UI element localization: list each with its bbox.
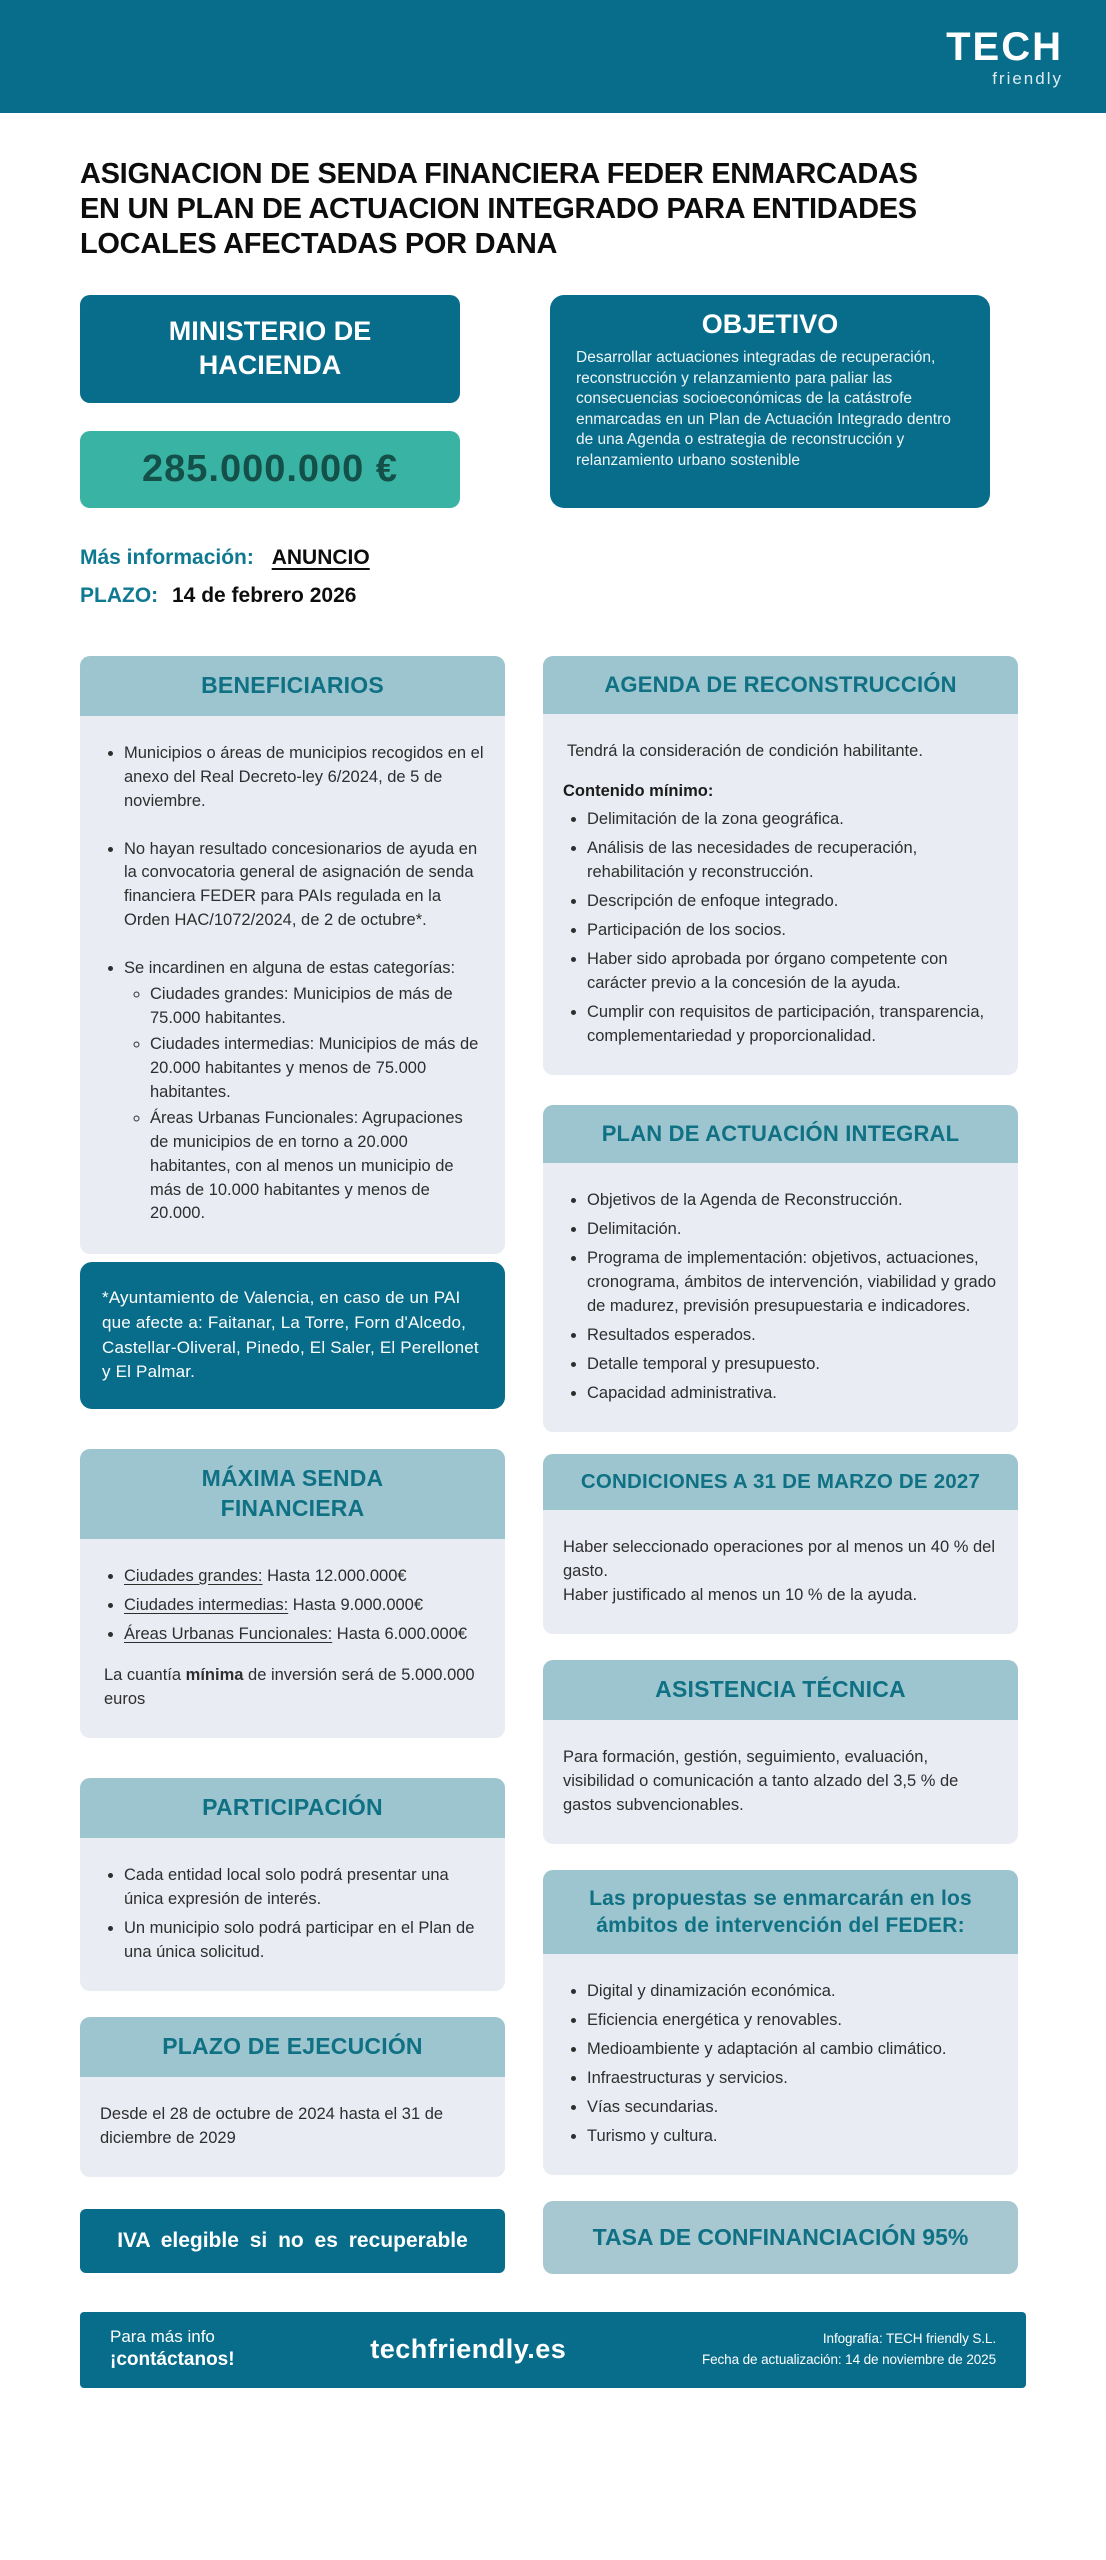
page-title-line-1: ASIGNACION DE SENDA FINANCIERA FEDER ENMARCADAS bbox=[80, 158, 918, 190]
list-item: • Objetivos de la Agenda de Reconstrucción. bbox=[587, 1189, 998, 1213]
list-item: • Capacidad administrativa. bbox=[587, 1382, 998, 1406]
min-note-pre: La cuantía bbox=[104, 1666, 186, 1685]
list-item: • Turismo y cultura. bbox=[587, 2125, 998, 2149]
list-item: • Vías secundarias. bbox=[587, 2096, 998, 2120]
feder-ambitos-body bbox=[543, 1954, 1018, 2175]
left-column bbox=[80, 656, 505, 2273]
more-info-label: Más información: bbox=[80, 545, 254, 569]
tasa-banner: TASA DE CONFINANCIACIÓN 95% bbox=[543, 2201, 1018, 2274]
list-item: • Resultados esperados. bbox=[587, 1324, 998, 1348]
plan-integral-header: PLAN DE ACTUACIÓN INTEGRAL bbox=[543, 1105, 1018, 1164]
content-area bbox=[0, 157, 1106, 2274]
top-band bbox=[0, 0, 1106, 113]
footer-updated-value: 14 de noviembre de 2025 bbox=[845, 2351, 996, 2367]
maxima-senda-body bbox=[80, 1539, 505, 1739]
footer-contact[interactable] bbox=[110, 2326, 235, 2373]
condiciones-line: Haber justificado al menos un 10 % de la ayuda. bbox=[563, 1586, 918, 1605]
list-item: • Descripción de enfoque integrado. bbox=[587, 890, 998, 914]
min-investment-note bbox=[100, 1664, 485, 1712]
footer-site-link[interactable]: techfriendly.es bbox=[370, 2334, 567, 2365]
page-title bbox=[80, 157, 1026, 261]
maxima-list bbox=[100, 1565, 485, 1647]
list-item bbox=[124, 1565, 485, 1589]
footer-updated-label: Fecha de actualización: bbox=[701, 2351, 842, 2367]
plazo-ejecucion-text: Desde el 28 de octubre de 2024 hasta el 31 de diciembre de 2029 bbox=[100, 2104, 444, 2147]
brand-logo bbox=[946, 24, 1063, 88]
plazo-ejecucion-header: PLAZO DE EJECUCIÓN bbox=[80, 2017, 505, 2077]
maxima-header-line-1: MÁXIMA SENDA bbox=[201, 1464, 384, 1491]
list-item bbox=[124, 957, 485, 1226]
asistencia-body bbox=[543, 1720, 1018, 1844]
footer-credit: Infografía: TECH friendly S.L. bbox=[822, 2330, 996, 2346]
agenda-body bbox=[543, 714, 1018, 1074]
intro-left-column bbox=[80, 295, 460, 608]
sub-list-item: ◦ Áreas Urbanas Funcionales: Agrupaciones de municipios de en torno a 20.000 habitantes, con al menos un municipio de más de 10.000 habitantes y menos de 20.000. bbox=[150, 1107, 485, 1227]
list-item: • Participación de los socios. bbox=[587, 919, 998, 943]
deadline-value: 14 de febrero 2026 bbox=[172, 583, 357, 607]
list-item-lead: Ciudades intermedias: bbox=[124, 1595, 289, 1614]
announcement-link[interactable]: ANUNCIO bbox=[271, 545, 370, 569]
min-note-post: de inversión será de 5.000.000 euros bbox=[104, 1666, 475, 1709]
min-note-bold: mínima bbox=[185, 1666, 244, 1685]
list-item: • Cada entidad local solo podrá presentar una única expresión de interés. bbox=[124, 1864, 485, 1912]
beneficiarios-list bbox=[100, 742, 485, 1227]
list-item: • Eficiencia energética y renovables. bbox=[587, 2009, 998, 2033]
section-beneficiarios bbox=[80, 656, 505, 1254]
section-feder-ambitos bbox=[543, 1870, 1018, 2175]
amount-box bbox=[80, 431, 460, 508]
amount-value: 285.000.000 € bbox=[141, 447, 398, 490]
sub-list-item: ◦ Ciudades intermedias: Municipios de más de 20.000 habitantes y menos de 75.000 habitantes. bbox=[150, 1033, 485, 1105]
list-item: • Cumplir con requisitos de participación, transparencia, complementariedad y proporcionalidad. bbox=[587, 1001, 998, 1049]
brand-logo-text: TECH bbox=[946, 24, 1063, 69]
deadline-row bbox=[80, 584, 460, 608]
maxima-header-line-2: FINANCIERA bbox=[220, 1494, 365, 1521]
beneficiarios-body bbox=[80, 716, 505, 1255]
list-item: • Un municipio solo podrá participar en el Plan de una única solicitud. bbox=[124, 1917, 485, 1965]
brand-logo-subtext: friendly bbox=[992, 68, 1063, 88]
list-item: • No hayan resultado concesionarios de ayuda en la convocatoria general de asignación de senda financiera FEDER para PAIs regulada en la Orden HAC/1072/2024, de 2 de octubre*. bbox=[124, 838, 485, 934]
list-item: • Delimitación. bbox=[587, 1218, 998, 1242]
right-column bbox=[543, 656, 1018, 2274]
page-title-line-2: EN UN PLAN DE ACTUACION INTEGRADO PARA ENTIDADES bbox=[80, 192, 917, 225]
objective-body: Desarrollar actuaciones integradas de recuperación, reconstrucción y relanzamiento para paliar las consecuencias socioeconómicas de la catástrofe enmarcadas en un Plan de Actuación Integrado dentro de una Agenda o estrategia de reconstrucción y relanzamiento urbano sostenible bbox=[576, 349, 951, 469]
list-item: • Programa de implementación: objetivos, actuaciones, cronograma, ámbitos de intervención, viabilidad y grado de madurez, previsión presupuestaria e indicadores. bbox=[587, 1247, 998, 1319]
list-item: • Digital y dinamización económica. bbox=[587, 1980, 998, 2004]
ministry-box bbox=[80, 295, 460, 403]
section-maxima-senda bbox=[80, 1449, 505, 1738]
valencia-note: *Ayuntamiento de Valencia, en caso de un PAI que afecte a: Faitanar, La Torre, Forn d'Alcedo, Castellar-Oliveral, Pinedo, El Saler, El Perellonet y El Palmar. bbox=[80, 1262, 505, 1409]
ministry-label: MINISTERIO DE HACIENDA bbox=[168, 316, 372, 381]
sections-grid bbox=[80, 656, 1026, 2274]
list-item-lead: Áreas Urbanas Funcionales: bbox=[124, 1624, 333, 1643]
plan-list bbox=[563, 1189, 998, 1405]
iva-banner: IVA elegible si no es recuperable bbox=[80, 2209, 505, 2273]
list-item: • Haber sido aprobada por órgano competente con carácter previo a la concesión de la ayuda. bbox=[587, 948, 998, 996]
asistencia-text: Para formación, gestión, seguimiento, evaluación, visibilidad o comunicación a tanto alzado del 3,5 % de gastos subvencionables. bbox=[563, 1747, 959, 1814]
section-asistencia bbox=[543, 1660, 1018, 1844]
list-item: • Análisis de las necesidades de recuperación, rehabilitación y reconstrucción. bbox=[587, 837, 998, 885]
objective-box bbox=[550, 295, 990, 508]
list-item-rest: Hasta 12.000.000€ bbox=[262, 1566, 407, 1585]
participacion-list bbox=[100, 1864, 485, 1965]
section-plan-integral bbox=[543, 1105, 1018, 1432]
list-item: • Infraestructuras y servicios. bbox=[587, 2067, 998, 2091]
more-info-row bbox=[80, 546, 460, 570]
list-item: • Medioambiente y adaptación al cambio climático. bbox=[587, 2038, 998, 2062]
beneficiarios-sublist bbox=[124, 983, 485, 1226]
section-agenda bbox=[543, 656, 1018, 1075]
section-participacion bbox=[80, 1778, 505, 1991]
list-item-lead: Ciudades grandes: bbox=[124, 1566, 263, 1585]
intro-grid bbox=[80, 295, 1026, 608]
footer-bar bbox=[80, 2312, 1026, 2388]
list-item-rest: Hasta 6.000.000€ bbox=[332, 1624, 468, 1643]
beneficiarios-header: BENEFICIARIOS bbox=[80, 656, 505, 716]
section-plazo-ejecucion bbox=[80, 2017, 505, 2177]
participacion-header: PARTICIPACIÓN bbox=[80, 1778, 505, 1838]
condiciones-body bbox=[543, 1510, 1018, 1634]
footer-contact-line-1: Para más info bbox=[110, 2327, 215, 2347]
list-item-rest: Hasta 9.000.000€ bbox=[288, 1595, 424, 1614]
list-item bbox=[124, 1623, 485, 1647]
list-item-text: Se incardinen en alguna de estas categorías: bbox=[124, 959, 456, 978]
agenda-contenido-label: Contenido mínimo: bbox=[563, 782, 714, 801]
agenda-intro: Tendrá la consideración de condición habilitante. bbox=[567, 742, 923, 761]
condiciones-line: Haber seleccionado operaciones por al menos un 40 % del gasto. bbox=[563, 1538, 996, 1581]
section-condiciones bbox=[543, 1454, 1018, 1634]
deadline-label: PLAZO: bbox=[80, 583, 159, 607]
plan-integral-body bbox=[543, 1163, 1018, 1431]
list-item: • Municipios o áreas de municipios recogidos en el anexo del Real Decreto-ley 6/2024, de 5 de noviembre. bbox=[124, 742, 485, 814]
maxima-senda-header bbox=[80, 1449, 505, 1539]
asistencia-header: ASISTENCIA TÉCNICA bbox=[543, 1660, 1018, 1720]
agenda-header: AGENDA DE RECONSTRUCCIÓN bbox=[543, 656, 1018, 715]
footer-meta bbox=[702, 2329, 996, 2371]
plazo-ejecucion-body bbox=[80, 2077, 505, 2177]
participacion-body bbox=[80, 1838, 505, 1991]
condiciones-header: CONDICIONES A 31 DE MARZO DE 2027 bbox=[543, 1454, 1018, 1511]
feder-ambitos-header: Las propuestas se enmarcarán en los ámbitos de intervención del FEDER: bbox=[543, 1870, 1018, 1955]
sub-list-item: ◦ Ciudades grandes: Municipios de más de 75.000 habitantes. bbox=[150, 983, 485, 1031]
agenda-list bbox=[563, 808, 998, 1048]
list-item bbox=[124, 1594, 485, 1618]
list-item: • Delimitación de la zona geográfica. bbox=[587, 808, 998, 832]
feder-list bbox=[563, 1980, 998, 2149]
list-item: • Detalle temporal y presupuesto. bbox=[587, 1353, 998, 1377]
page-title-line-3: LOCALES AFECTADAS POR DANA bbox=[80, 227, 558, 260]
footer-contact-line-2: ¡contáctanos! bbox=[110, 2349, 235, 2371]
objective-title: OBJETIVO bbox=[701, 309, 839, 340]
